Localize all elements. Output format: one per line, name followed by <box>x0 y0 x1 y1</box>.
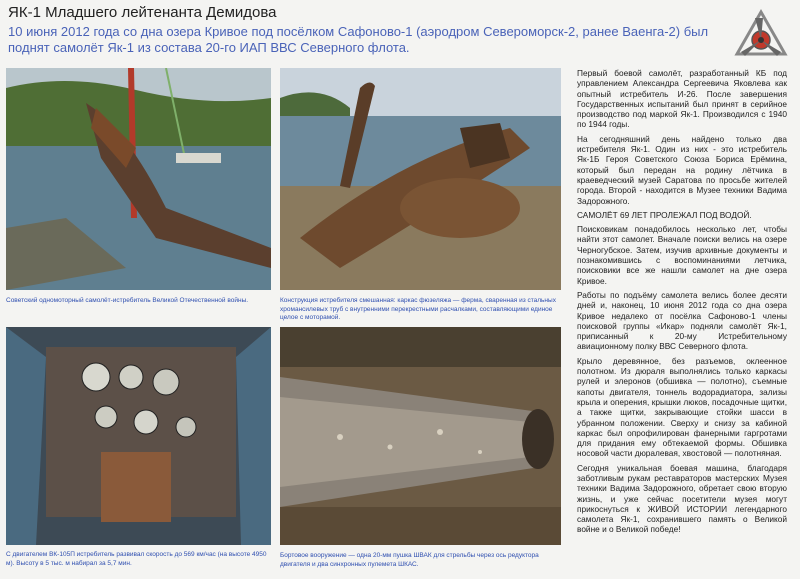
article-paragraph: На сегодняшний день найдено только два истребителя Як-1. Один из них - это истребитель Як-1Б Героя Советского Союза Бориса Ерёмина, который был передан на родину лётчика в краеведческий музей Саратова по просьбе жителей города. Второй - находится в Музее техники Вадима Задорожного. <box>577 133 787 206</box>
caption-photo-3: С двигателем ВК-105П истребитель развивал скорость до 569 км/час (на высоте 4950 м). Высоту в 5 тыс. м набирал за 5,7 мин. <box>6 551 267 567</box>
photo-lifting-from-lake <box>6 68 271 290</box>
photo-wreck-on-shore <box>280 68 561 290</box>
page-title: ЯК-1 Младшего лейтенанта Демидова <box>8 4 277 21</box>
propeller-emblem-icon <box>733 6 789 62</box>
caption-photo-2: Конструкция истребителя смешанная: каркас фюзеляжа — ферма, сваренная из стальных хромансилевых труб с внутренними перекрестными расчалками, составляющими единое целое с моторамой. <box>280 297 556 321</box>
article-heading: САМОЛЁТ 69 ЛЕТ ПРОЛЕЖАЛ ПОД ВОДОЙ. <box>577 209 752 220</box>
caption-photo-4: Бортовое вооружение — одна 20-мм пушка ШВАК для стрельбы через ось редуктора двигателя и два синхронных пулемета ШКАС. <box>280 552 539 568</box>
photo-cannon-barrel <box>280 327 561 545</box>
article-paragraph: Сегодня уникальная боевая машина, благодаря заботливым рукам реставраторов мастерских Музея техники Вадима Задорожного, обретает свою вторую жизнь, и уже сейчас посетители музея могут прикоснуться к ЖИВОЙ ИСТОРИИ легендарного самолета Як-1, сохранившего память о Великой войне и о Великой победе! <box>577 462 787 535</box>
article-paragraph: Работы по подъёму самолета велись более десяти дней и, наконец, 10 июня 2012 года со дна озера Кривое недалеко от посёлка Сафоново-1 члены поисковой группы «Икар» подняли самолёт Як-1, приписанный к 20-му Истребительному авиационному полку ВВС Северного флота. <box>577 289 787 352</box>
page-subtitle: 10 июня 2012 года со дна озера Кривое под посёлком Сафоново-1 (аэродром Североморск-2, ранее Ваенга-2) был поднят самолёт Як-1 из состава 20-го ИАП ВВС Северного флота. <box>8 24 709 55</box>
article-paragraph: Поисковикам понадобилось несколько лет, чтобы найти этот самолет. Вначале поиски велись на озере Черногубское. Затем, изучив архивные документы и познакомившись с воспоминаниями летчика, поисковики все же нашли самолет на дне озера Кривое. <box>577 224 787 286</box>
article-paragraph: Крыло деревянное, без разъемов, оклеенное полотном. Из дюраля выполнялись только каркасы рулей и элеронов (обшивка — полотно), съемные капоты двигателя, тоннель водорадиатора, зализы крыла и оперения, крышки люков, посадочные щитки, а также щитки, закрывающие стойки шасси в убранном положении. Сверху и снизу за кабиной каркас был опрофилирован фанерными гаргротами для придания ему обтекаемой формы. Обшивка носовой части дюралевая, хвостовой — полотняная. <box>577 355 787 459</box>
caption-photo-1: Советский одномоторный самолёт-истребитель Великой Отечественной войны. <box>6 297 249 304</box>
photo-cockpit-instruments <box>6 327 271 545</box>
article-text <box>577 68 787 539</box>
article-paragraph: Первый боевой самолёт, разработанный КБ под управлением Александра Сергеевича Яковлева как опытный истребитель И-26. После завершения Государственных испытаний был принят в серийное производство под маркой Як-1. Производился с 1940 по 1944 годы. <box>577 68 787 130</box>
